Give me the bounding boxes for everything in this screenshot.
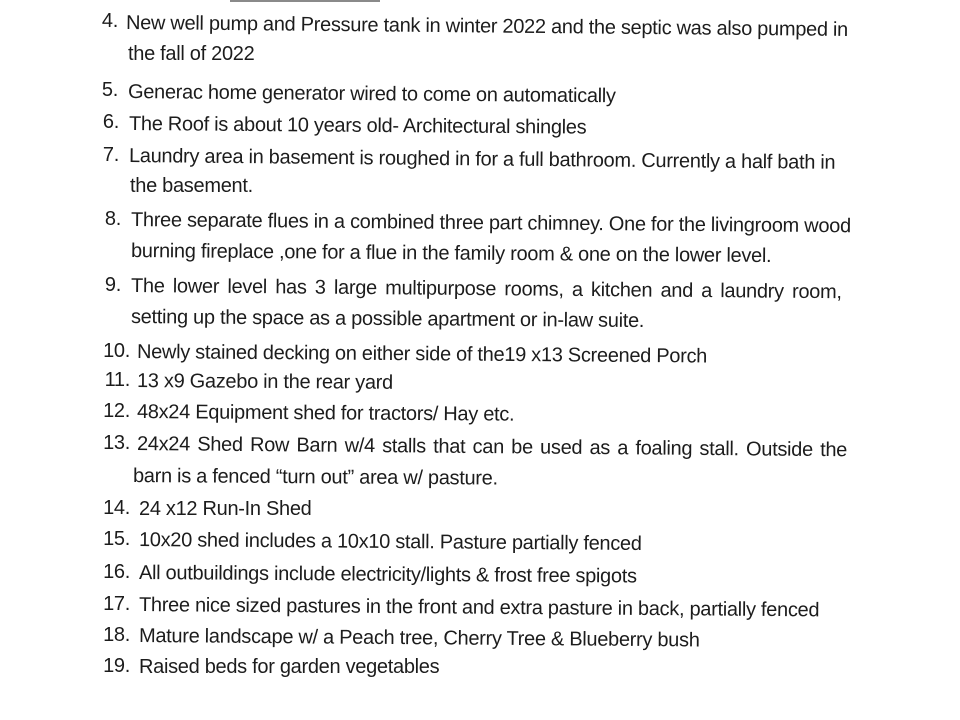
item-text: Generac home generator wired to come on automatically — [127, 81, 616, 108]
item-text-continued: barn is a fenced “turn out” area w/ pasture. — [132, 465, 498, 490]
item-number: 9. — [104, 274, 121, 296]
item-text-continued: the fall of 2022 — [128, 43, 255, 65]
item-number: 13. — [103, 432, 130, 454]
item-number: 4. — [101, 10, 118, 32]
item-text: Newly stained decking on either side of the19 x13 Screened Porch — [136, 341, 708, 368]
item-number: 11. — [104, 369, 130, 391]
item-text: 48x24 Equipment shed for tractors/ Hay etc. — [136, 401, 515, 426]
item-number: 14. — [103, 497, 130, 519]
item-text: All outbuildings include electricity/lights & frost free spigots — [138, 562, 637, 588]
item-text: Three nice sized pastures in the front and extra pasture in back, partially fenced — [138, 594, 820, 622]
item-text: The Roof is about 10 years old- Architectural shingles — [128, 113, 587, 139]
item-number: 6. — [102, 111, 119, 133]
item-text: New well pump and Pressure tank in winter 2022 and the septic was also pumped in — [125, 12, 849, 41]
item-text: 13 x9 Gazebo in the rear yard — [136, 370, 393, 394]
item-text: 24 x12 Run-In Shed — [139, 498, 312, 520]
item-number: 10. — [103, 340, 130, 362]
item-number: 8. — [104, 208, 121, 230]
item-number: 5. — [101, 79, 118, 101]
item-number: 16. — [103, 561, 130, 583]
item-number: 12. — [103, 400, 130, 422]
item-number: 15. — [103, 528, 130, 550]
item-text: Mature landscape w/ a Peach tree, Cherry Tree & Blueberry bush — [138, 625, 700, 652]
item-text: 24x24 Shed Row Barn w/4 stalls that can be used as a foaling stall. Outside the — [136, 433, 848, 462]
item-text: Laundry area in basement is roughed in for a full bathroom. Currently a half bath in — [128, 145, 836, 174]
item-number: 7. — [102, 144, 119, 166]
item-text: 10x20 shed includes a 10x10 stall. Pasture partially fenced — [138, 529, 642, 555]
item-number: 17. — [103, 593, 130, 615]
item-text-continued: burning fireplace ,one for a flue in the family room & one on the lower level. — [130, 240, 772, 268]
item-text-continued: the basement. — [130, 175, 253, 197]
scan-edge-mark — [230, 0, 380, 2]
item-text-continued: setting up the space as a possible apartment or in-law suite. — [130, 306, 645, 333]
item-text: Three separate flues in a combined three part chimney. One for the livingroom wood — [130, 209, 851, 238]
item-text: Raised beds for garden vegetables — [139, 656, 440, 678]
item-number: 19. — [103, 655, 130, 677]
item-text: The lower level has 3 large multipurpose rooms, a kitchen and a laundry room, — [130, 275, 842, 304]
item-number: 18. — [103, 624, 130, 646]
